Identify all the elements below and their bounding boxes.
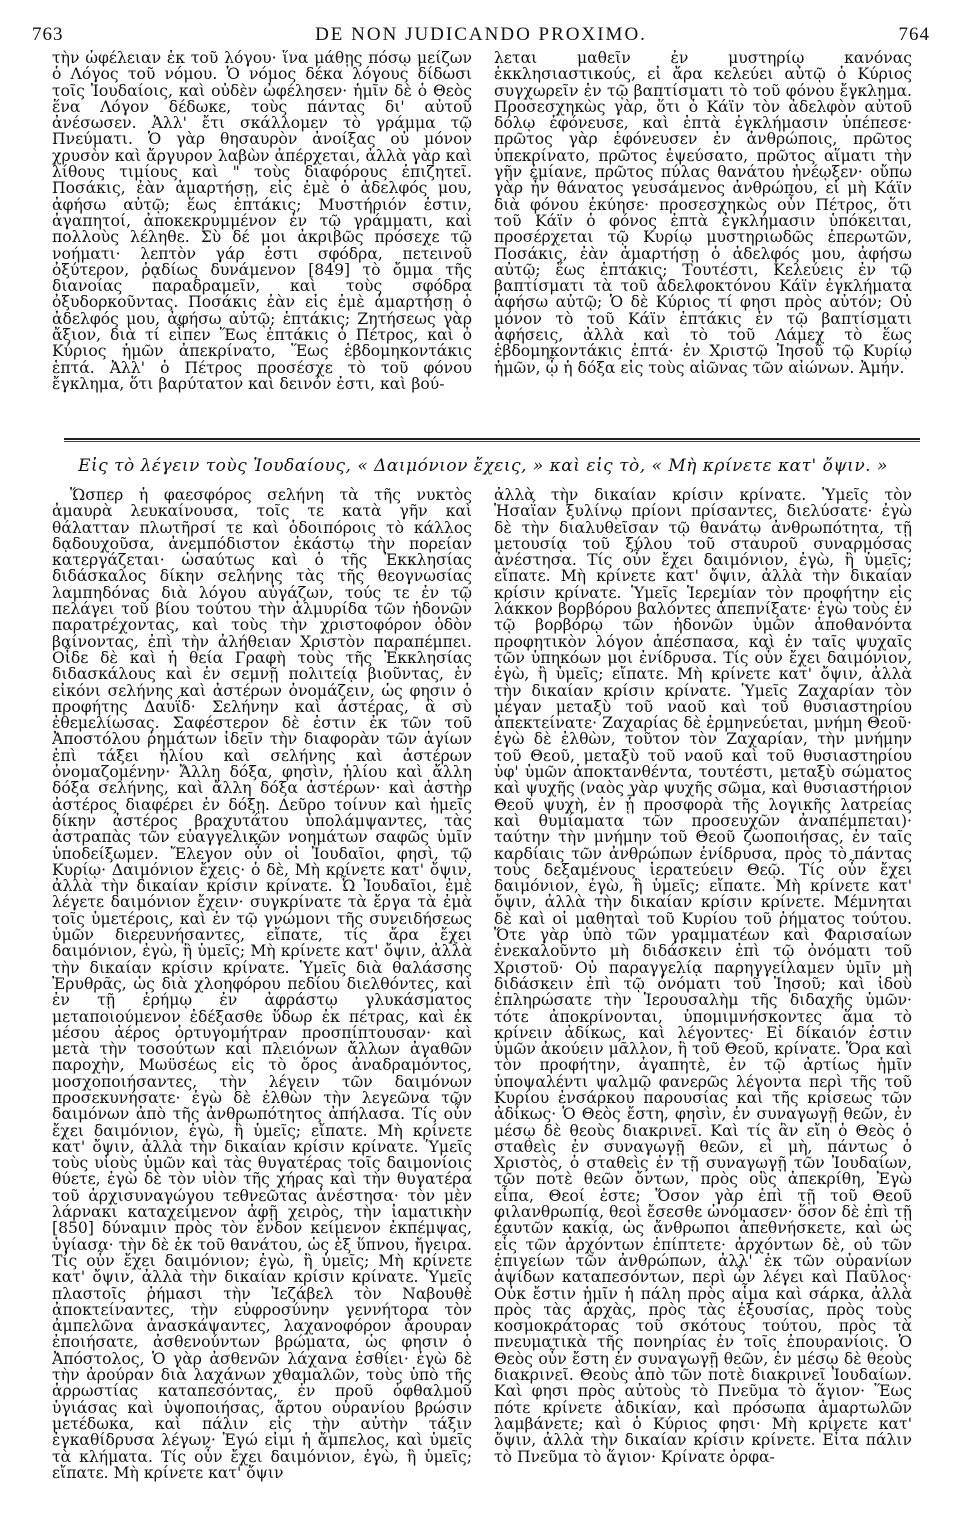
paragraph: λεται μαθεῖν ἐν μυστηρίῳ κανόνας ἐκκλησιαστικούς, εἰ ἄρα κελεύει αὐτῷ ὁ Κύριος συγχωρεῖν ἐν τῷ βαπτίσματι τὸ τοῦ φόνου ἔγκλημα. Προσεσχηκὼς γὰρ, ὅτι ὁ Κάϊν τὸν ἀδελφὸν αὐτοῦ δόλῳ ἐφόνευσε, καὶ ἑπτὰ ἐγκλήμασιν ὑπέπεσε· πρῶτος γὰρ ἐφόνευσεν ἐν ἀνθρώποις, πρῶτος ὑπεκρίνατο, πρῶτος ἐψεύσατο, πρῶτος αἵματι τὴν γῆν ἐμίανε, πρῶτος πύλας θανάτου ἠνέῳξεν· οὔπω γὰρ ἦν θάνατος γευσάμενος ἀνθρώπου, εἰ μὴ Κάϊν διὰ φόνου ἐκύησε· προσεσχηκὼς οὖν Πέτρος, ὅτι τοῦ Κάϊν ὁ φόνος ἑπτὰ ἐγκλήμασιν ὑπόκειται, προσέρχεται τῷ Κυρίῳ μυστηριωδῶς ἐπερωτῶν, Ποσάκις, ἐὰν ἁμαρτήσῃ ὁ ἀδελφός μου, ἀφήσω αὐτῷ; ἕως ἑπτάκις; Τουτέστι, Κελεύεις ἐν τῷ βαπτίσματι τὰ τοῦ ἀδελφοκτόνου Κάϊν ἐγκλήματα ἀφήσω αὐτῷ; Ὁ δὲ Κύριος τί φησι πρὸς αὐτόν; Οὐ μόνον τὸ τοῦ Κάϊν ἑπτάκις ἐν τῷ βαπτίσματι ἀφήσεις, ἀλλὰ καὶ τὸ τοῦ Λάμεχ τὸ ἕως ἑβδομηκοντάκις ἑπτά· ἐν Χριστῷ Ἰησοῦ τῷ Κυρίῳ ἡμῶν, ᾧ ἡ δόξα εἰς τοὺς αἰῶνας τῶν αἰώνων. Ἀμήν.: [494, 50, 912, 377]
lower-right-column: [494, 487, 912, 1517]
paragraph: Ὥσπερ ἡ φαεσφόρος σελήνη τὰ τῆς νυκτὸς ἀμαυρὰ λευκαίνουσα, τοῖς τε κατὰ γῆν καὶ θάλατταν πλωτῆρσί τε καὶ ὁδοιπόροις τὸ κάλλος δᾳδουχοῦσα, ἀνεμπόδιστον ἑκάστῳ τὴν πορείαν κατεργάζεται· ὡσαύτως καὶ ὁ τῆς Ἐκκλησίας διδάσκαλος δίκην σελήνης τὰς τῆς θεογνωσίας λαμπηδόνας διὰ λόγου αὐγάζων, τούς τε ἐν τῷ πελάγει τοῦ βίου τούτου τὴν ἁλμυρίδα τῶν ἡδονῶν παρατρέχοντας, καὶ τοὺς τὴν χριστοφόρον ὁδὸν βαίνοντας, ἐπὶ τὴν ἀλήθειαν Χριστὸν παραπέμπει. Οἶδε δὲ καὶ ἡ θεία Γραφὴ τοὺς τῆς Ἐκκλησίας διδασκάλους καὶ ἐν σεμνῇ πολιτείᾳ βιοῦντας, ἐν εἰκόνι σελήνης καὶ ἀστέρων ὀνομάζειν, ὡς φησιν ὁ προφήτης Δαυΐδ· Σελήνην καὶ ἀστέρας, ἃ σὺ ἐθεμελίωσας. Σαφέστερον δὲ ἐστιν ἐκ τῶν τοῦ Ἀποστόλου ῥημάτων ἰδεῖν τὴν διαφορὰν τῶν ἁγίων ἐπὶ τάξει ἡλίου καὶ σελήνης καὶ ἀστέρων ὀνομαζομένην· Ἄλλη δόξα, φησὶν, ἡλίου καὶ ἄλλη δόξα σελήνης, καὶ ἄλλη δόξα ἀστέρων· καὶ ἀστὴρ ἀστέρος διαφέρει ἐν δόξῃ. Δεῦρο τοίνυν καὶ ἡμεῖς δίκην ἀστέρος βραχυτάτου ὑπολάμψαντες, τὰς ἀστραπὰς τῶν εὐαγγελικῶν νοημάτων σαφῶς ὑμῖν ὑποδείξωμεν. Ἔλεγον οὖν οἱ Ἰουδαῖοι, φησὶ, τῷ Κυρίῳ· Δαιμόνιον ἔχεις· ὁ δὲ, Μὴ κρίνετε κατ' ὄψιν, ἀλλὰ τὴν δικαίαν κρίσιν κρίνατε. Ὦ Ἰουδαῖοι, ἐμὲ λέγετε δαιμόνιον ἔχειν· συγκρίνατε τὰ ἔργα τὰ ἐμὰ τοῖς ὑμετέροις, καὶ ἐν τῷ γνώμονι τῆς συνειδήσεως ὑμῶν διερευνήσαντες, εἴπατε, τίς ἄρα ἔχει δαιμόνιον, ἐγὼ, ἢ ὑμεῖς; Μὴ κρίνετε κατ' ὄψιν, ἀλλὰ τὴν δικαίαν κρίσιν κρίνατε. Ὑμεῖς διὰ θαλάσσης Ἐρυθρᾶς, ὡς διὰ χλοηφόρου πεδίου διελθόντες, καὶ ἐν τῇ ἐρήμῳ ἐν ἀφράστῳ γλυκάσματος μεταποιούμενον ἐδέξασθε ὕδωρ ἐκ πέτρας, καὶ ἐκ μέσου ἀέρος ὀρτυγομήτραν προσπίπτουσαν· καὶ μετὰ τὴν τοσούτων καὶ πλειόνων ἄλλων ἀγαθῶν παροχὴν, Μωϋσέως εἰς τὸ ὄρος ἀναδραμόντος, μοσχοποιήσαντες, τὴν λέγειν τῶν δαιμόνων προσεκυνήσατε· ἐγὼ δὲ ἐλθὼν τὴν λεγεῶνα τῶν δαιμόνων ἀπὸ τῆς ἀνθρωπότητος ἀπήλασα. Τίς οὖν ἔχει δαιμόνιον, ἐγὼ, ἢ ὑμεῖς; εἴπατε. Μὴ κρίνετε κατ' ὄψιν, ἀλλὰ τὴν δικαίαν κρίσιν κρίνατε. Ὑμεῖς τοὺς υἱοὺς ὑμῶν καὶ τὰς θυγατέρας τοῖς δαιμονίοις θύετε, ἐγὼ δὲ τὸν υἱὸν τῆς χήρας καὶ τὴν θυγατέρα τοῦ ἀρχισυναγώγου τεθνεῶτας ἀνέστησα· τὸν μὲν λάρνακι καταχείμενον ἀφῇ χειρὸς, τὴν ἰαματικὴν [850] δύναμιν πρὸς τὸν ἔνδον κείμενον ἐκπέμψας, ὑγίασα· τὴν δὲ ἐκ τοῦ θανάτου, ὡς ἐξ ὕπνου, ἤγειρα. Τίς οὖν ἔχει δαιμόνιον; ἐγὼ, ἢ ὑμεῖς; Μὴ κρίνετε κατ' ὄψιν, ἀλλὰ τὴν δικαίαν κρίσιν κρίνατε. Ὑμεῖς πλαστοῖς ῥήμασι τὴν Ἰεζάβελ τὸν Ναβουθὲ ἀποκτείναντες, τὴν εὐφροσύνην γεννήτορα τὸν ἀμπελῶνα ἀνασκάψαντες, λαχανοφόρον ἄρουραν ἐποιήσατε, ἀσθενούντων βρώματα, ὡς φησιν ὁ Ἀπόστολος, Ὁ γὰρ ἀσθενῶν λάχανα ἐσθίει· ἐγὼ δὲ τὴν ἀρούραν διὰ λαχάνων χθαμαλῶν, τοὺς ὑπὸ τῆς ἀρρωστίας καταπεσόντας, ἐν προῦ ὀφθαλμοῦ ὑγιάσας καὶ ὑψοποιήσας, ἄρτου οὐρανίου βρώσιν μετέδωκα, καὶ πάλιν εἰς τὴν αὐτὴν τάξιν ἐγκαθίδρυσα λέγων· Ἐγώ εἰμι ἡ ἄμπελος, καὶ ὑμεῖς τὰ κλήματα. Τίς οὖν ἔχει δαιμόνιον, ἐγὼ, ἢ ὑμεῖς; εἴπατε. Μὴ κρίνετε κατ' ὄψιν: [52, 487, 472, 1482]
page-header: [32, 24, 930, 48]
paragraph: τὴν ὠφέλειαν ἐκ τοῦ λόγου· ἵνα μάθῃς πόσῳ μείζων ὁ Λόγος τοῦ νόμου. Ὁ νόμος δέκα λόγους δίδωσι τοῖς Ἰουδαίοις, καὶ οὐδὲν ὠφέλησεν· ἡμῖν δὲ ὁ Θεὸς ἕνα Λόγον δέδωκε, τοὺς πάντας δι' αὐτοῦ ἀνέσωσεν. Ἀλλ' ἔτι σκάλλομεν τὸ γράμμα τῷ Πνεύματι. Ὁ γὰρ θησαυρὸν ἀνοίξας οὐ μόνον χρυσὸν καὶ ἄργυρον λαβὼν ἀπέρχεται, ἀλλὰ γὰρ καὶ λίθους τιμίους καὶ " τοὺς διαφόρους ἐπιζητεῖ. Ποσάκις, ἐὰν ἁμαρτήσῃ, εἰς ἐμὲ ὁ ἀδελφός μου, ἀφήσω αὐτῷ; ἕως ἑπτάκις; Μυστήριόν ἐστιν, ἀγαπητοί, ἀποκεκρυμμένον ἐν τῷ γράμματι, καὶ πολλοὺς λέληθε. Σὺ δέ μοι ἀκριβῶς πρόσεχε τῷ νοήματι· λεπτὸν γάρ ἐστι σφόδρα, πετεινοῦ ὀξύτερον, ῥᾳδίως δυνάμενον [849] τὸ ὄμμα τῆς διανοίας παραδραμεῖν, καὶ τοὺς σφόδρα ὀξυδορκοῦντας. Ποσάκις ἐὰν εἰς ἐμὲ ἁμαρτήσῃ ὁ ἀδελφός μου, ἀφήσω αὐτῷ; ἑπτάκις; Ζητήσεως γὰρ ἄξιον, διὰ τί εἶπεν Ἕως ἑπτάκις ὁ Πέτρος, καὶ ὁ Κύριος ἡμῶν ἀπεκρίνατο, Ἕως ἑβδομηκοντάκις ἑπτά. Ἀλλ' ὁ Πέτρος προσέσχε τὸ τοῦ φόνου ἔγκλημα, ὅτι βαρύτατον καὶ δεινόν ἐστι, καὶ βού-: [52, 50, 472, 393]
section-divider: [64, 438, 920, 440]
page-number-right: 764: [898, 24, 930, 45]
upper-left-column: [52, 50, 472, 435]
paragraph: ἀλλὰ τὴν δικαίαν κρίσιν κρίνατε. Ὑμεῖς τὸν Ἡσαΐαν ξυλίνῳ πρίονι πρίσαντες, διελύσατε· ἐγὼ δὲ τὴν διαλυθεῖσαν τῷ θανάτῳ ἀνθρωπότητα, τῇ μετουσίᾳ τοῦ ξύλου τοῦ σταυροῦ συναρμόσας ἀνέστησα. Τίς οὖν ἔχει δαιμόνιον, ἐγὼ, ἢ ὑμεῖς; εἴπατε. Μὴ κρίνετε κατ' ὄψιν, ἀλλὰ τὴν δικαίαν κρίσιν κρίνατε. Ὑμεῖς Ἱερεμίαν τὸν προφήτην εἰς λάκκον βορβόρου βαλόντες ἀπεπνίξατε· ἐγὼ τοὺς ἐν τῷ βορβόρῳ τῶν ἡδονῶν ὑμῶν ἀποθανόντα προφητικὸν λόγον ἀπέσπασα, καὶ ἐν ταῖς ψυχαῖς τῶν ὑπηκόων μοι ἐνίδρυσα. Τίς οὖν ἔχει δαιμόνιον, ἐγὼ, ἢ ὑμεῖς; εἴπατε. Μὴ κρίνετε κατ' ὄψιν, ἀλλὰ τὴν δικαίαν κρίσιν κρίνατε. Ὑμεῖς Ζαχαρίαν τὸν μέγαν μεταξὺ τοῦ ναοῦ καὶ τοῦ θυσιαστηρίου ἀπεκτείνατε· Ζαχαρίας δὲ ἑρμηνεύεται, μνήμη Θεοῦ· ἐγὼ δὲ ἐλθὼν, τοῦτον τὸν Ζαχαρίαν, τὴν μνήμην τοῦ Θεοῦ, μεταξὺ τοῦ ναοῦ καὶ τοῦ θυσιαστηρίου ὑφ' ὑμῶν ἀποκτανθέντα, τουτέστι, μεταξὺ σώματος καὶ ψυχῆς (ναὸς γὰρ ψυχῆς σῶμα, καὶ θυσιαστήριον Θεοῦ ψυχὴ, ἐν ᾗ προσφορὰ τῆς λογικῆς λατρείας καὶ θυμίαματα τῶν προσευχῶν ἀναπέμπεται)· ταύτην τὴν μνήμην τοῦ Θεοῦ ζωοποιήσας, ἐν ταῖς καρδίαις τῶν ἀνθρώπων ἐνίδρυσα, πρὸς τὸ πάντας τοὺς δεξαμένους ἱερατεύειν Θεῷ. Τίς οὖν ἔχει δαιμόνιον, ἐγὼ, ἢ ὑμεῖς; εἴπατε. Μὴ κρίνετε κατ' ὄψιν, ἀλλὰ τὴν δικαίαν κρίσιν κρίνετε. Μέμνηται δὲ καὶ οἱ μαθηταὶ τοῦ Κυρίου τοῦ ῥήματος τούτου. Ὅτε γὰρ ὑπὸ τῶν γραμματέων καὶ Φαρισαίων ἐνεκαλοῦντο μὴ διδάσκειν ἐπὶ τῷ ὀνόματι τοῦ Χριστοῦ· Οὐ παραγγελίᾳ παρηγγείλαμεν ὑμῖν μὴ διδάσκειν ἐπὶ τῷ ὀνόματι τοῦ Ἰησοῦ; καὶ ἰδοὺ ἐπληρώσατε τὴν Ἱερουσαλὴμ τῆς διδαχῆς ὑμῶν· τότε ἀποκρίνονται, ὑπομιμνήσκοντες ἅμα τὸ κρίνειν ἀδίκως, καὶ λέγοντες· Εἰ δίκαιόν ἐστιν ὑμῶν ἀκούειν μᾶλλον, ἢ τοῦ Θεοῦ, κρίνατε. Ὅρα καὶ τὸν προφήτην, ἀγαπητὲ, ἐν τῷ ἀρτίως ἡμῖν ὑποψαλέντι ψαλμῷ φανερῶς λέγοντα περὶ τῆς τοῦ Κυρίου ἐνσάρκου παρουσίας καὶ τῆς κρίσεως τῶν ἀδίκως· Ὁ Θεὸς ἔστη, φησὶν, ἐν συναγωγῇ θεῶν, ἐν μέσῳ δὲ θεοὺς διακρινεῖ. Καὶ τίς ἂν εἴη ὁ Θεὸς ὁ σταθεὶς ἐν συναγωγῇ θεῶν, εἰ μὴ, πάντως ὁ Χριστὸς, ὁ σταθεὶς ἐν τῇ συναγωγῇ τῶν Ἰουδαίων, τῶν ποτὲ θεῶν ὄντων, πρὸς οὓς ἀπεκρίθη, Ἐγὼ εἶπα, Θεοί ἐστε; Ὅσον γὰρ ἐπὶ τῇ τοῦ Θεοῦ φιλανθρωπίᾳ, θεοὶ ἔσεσθε ὠνόμασεν· ὅσον δὲ ἐπὶ τῇ ἑαυτῶν κακίᾳ, ὡς ἄνθρωποι ἀπεθνήσκετε, καὶ ὡς εἷς τῶν ἀρχόντων ἐπίπτετε· ἀρχόντων δὲ, οὐ τῶν ἐπιγείων τῶν ἀνθρώπων, ἀλλ' ἐκ τῶν οὐρανίων ἀψίδων καταπεσόντων, περὶ ὧν λέγει καὶ Παῦλος· Οὐκ ἔστιν ἡμῖν ἡ πάλη πρὸς αἷμα καὶ σάρκα, ἀλλὰ πρὸς τὰς ἀρχὰς, πρὸς τὰς ἐξουσίας, πρὸς τοὺς κοσμοκράτορας τοῦ σκότους τούτου, πρὸς τὰ πνευματικὰ τῆς πονηρίας ἐν τοῖς ἐπουρανίοις. Ὁ Θεὸς οὖν ἔστη ἐν συναγωγῇ θεῶν, ἐν μέσῳ δὲ θεοὺς διακρινεῖ. Θεοὺς ἀπὸ τῶν ποτὲ διακρινεῖ Ἰουδαίων. Καὶ φησι πρὸς αὐτοὺς τὸ Πνεῦμα τὸ ἅγιον· Ἕως πότε κρίνετε ἀδικίαν, καὶ πρόσωπα ἁμαρτωλῶν λαμβάνετε; καὶ ὁ Κύριος φησι· Μὴ κρίνετε κατ' ὄψιν, ἀλλὰ τὴν δικαίαν κρίσιν κρίνετε. Εἶτα πάλιν τὸ Πνεῦμα τὸ ἅγιον· Κρίνατε ὀρφα-: [494, 487, 912, 1466]
section-title: Εἰς τὸ λέγειν τοὺς Ἰουδαίους, « Δαιμόνιον ἔχεις, » καὶ εἰς τὸ, « Μὴ κρίνετε κατ' ὄψιν. »: [78, 456, 888, 476]
lower-left-column: [52, 487, 472, 1517]
running-title: DE NON JUDICANDO PROXIMO.: [315, 24, 647, 45]
page-number-left: 763: [32, 24, 64, 45]
upper-right-column: [494, 50, 912, 435]
section-divider-thin: [64, 441, 920, 442]
